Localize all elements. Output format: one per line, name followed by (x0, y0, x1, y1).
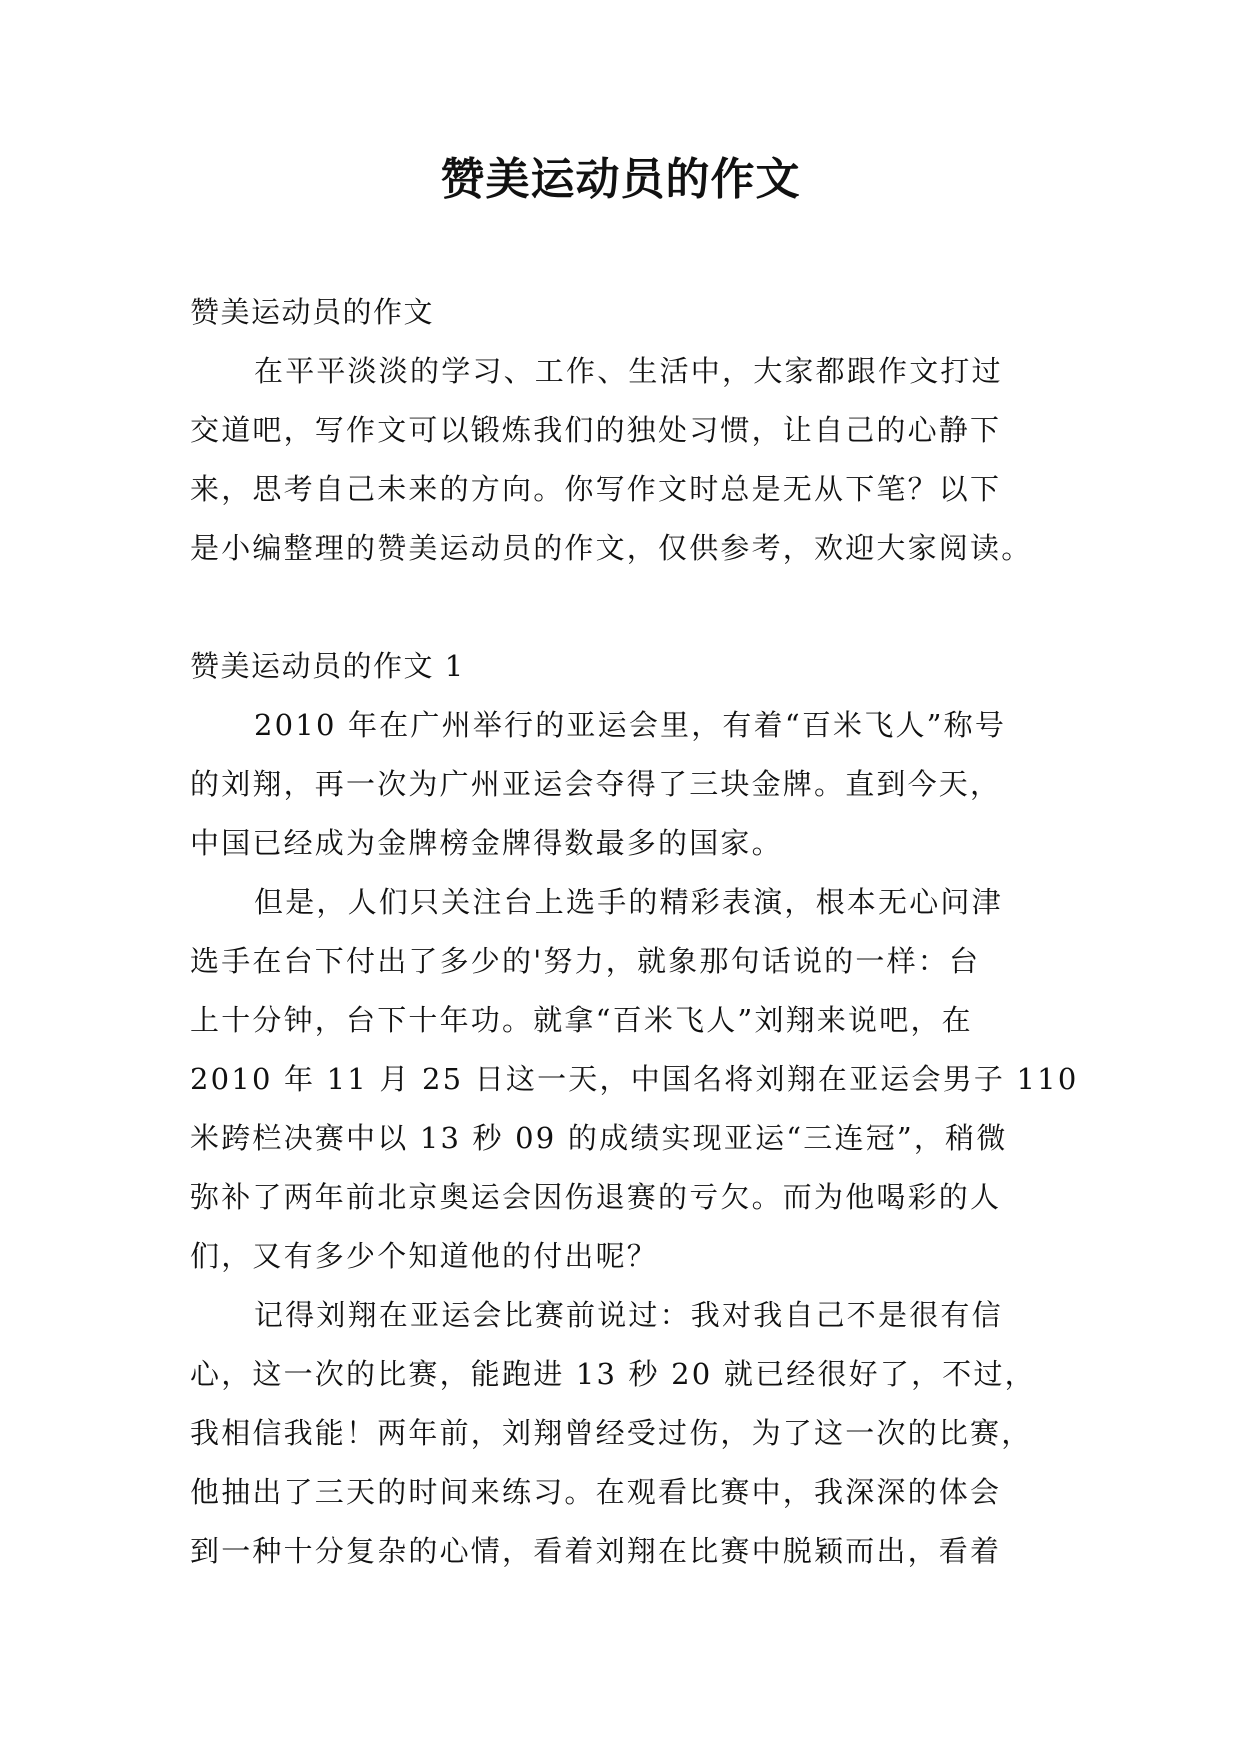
paragraph-line: 2010 年在广州举行的亚运会里，有着“百米飞人”称号 (254, 708, 1007, 742)
document-title: 赞美运动员的作文 (440, 154, 801, 205)
paragraph-line: 米跨栏决赛中以 13 秒 09 的成绩实现亚运“三连冠”，稍微 (190, 1121, 1008, 1155)
paragraph-line: 但是，人们只关注台上选手的精彩表演，根本无心问津 (254, 885, 1003, 919)
paragraph-line: 们，又有多少个知道他的付出呢？ (190, 1239, 659, 1273)
paragraph-line: 交道吧，写作文可以锻炼我们的独处习惯，让自己的心静下 (190, 413, 1002, 447)
paragraph-line: 记得刘翔在亚运会比赛前说过：我对我自己不是很有信 (254, 1298, 1003, 1332)
essay-paragraph-3 (190, 1286, 1050, 1581)
paragraph-line: 选手在台下付出了多少的'努力，就象那句话说的一样：台 (190, 944, 981, 978)
paragraph-line: 我相信我能！两年前，刘翔曾经受过伤，为了这一次的比赛， (190, 1416, 1033, 1450)
section-spacer (190, 578, 1050, 637)
paragraph-line: 心，这一次的比赛，能跑进 13 秒 20 就已经很好了，不过， (190, 1357, 1036, 1391)
paragraph-line: 中国已经成为金牌榜金牌得数最多的国家。 (190, 826, 783, 860)
paragraph-line: 他抽出了三天的时间来练习。在观看比赛中，我深深的体会 (190, 1475, 1002, 1509)
paragraph-line: 来，思考自己未来的方向。你写作文时总是无从下笔？以下 (190, 472, 1002, 506)
paragraph-line: 弥补了两年前北京奥运会因伤退赛的亏欠。而为他喝彩的人 (190, 1180, 1002, 1214)
paragraph-line: 2010 年 11 月 25 日这一天，中国名将刘翔在亚运会男子 110 (190, 1062, 1079, 1096)
intro-paragraph (190, 342, 1050, 578)
essay-paragraph-2 (190, 873, 1079, 1286)
paragraph-line: 上十分钟，台下十年功。就拿“百米飞人”刘翔来说吧，在 (190, 1003, 973, 1037)
intro-heading: 赞美运动员的作文 (190, 295, 435, 329)
paragraph-line: 的刘翔，再一次为广州亚运会夺得了三块金牌。直到今天， (190, 767, 1002, 801)
document-body (190, 283, 1079, 1581)
paragraph-line: 到一种十分复杂的心情，看着刘翔在比赛中脱颖而出，看着 (190, 1534, 1002, 1568)
paragraph-line: 是小编整理的赞美运动员的作文，仅供参考，欢迎大家阅读。 (190, 531, 1033, 565)
essay-heading: 赞美运动员的作文 1 (190, 649, 465, 683)
paragraph-line: 在平平淡淡的学习、工作、生活中，大家都跟作文打过 (254, 354, 1003, 388)
essay-paragraph-1 (190, 696, 1050, 873)
